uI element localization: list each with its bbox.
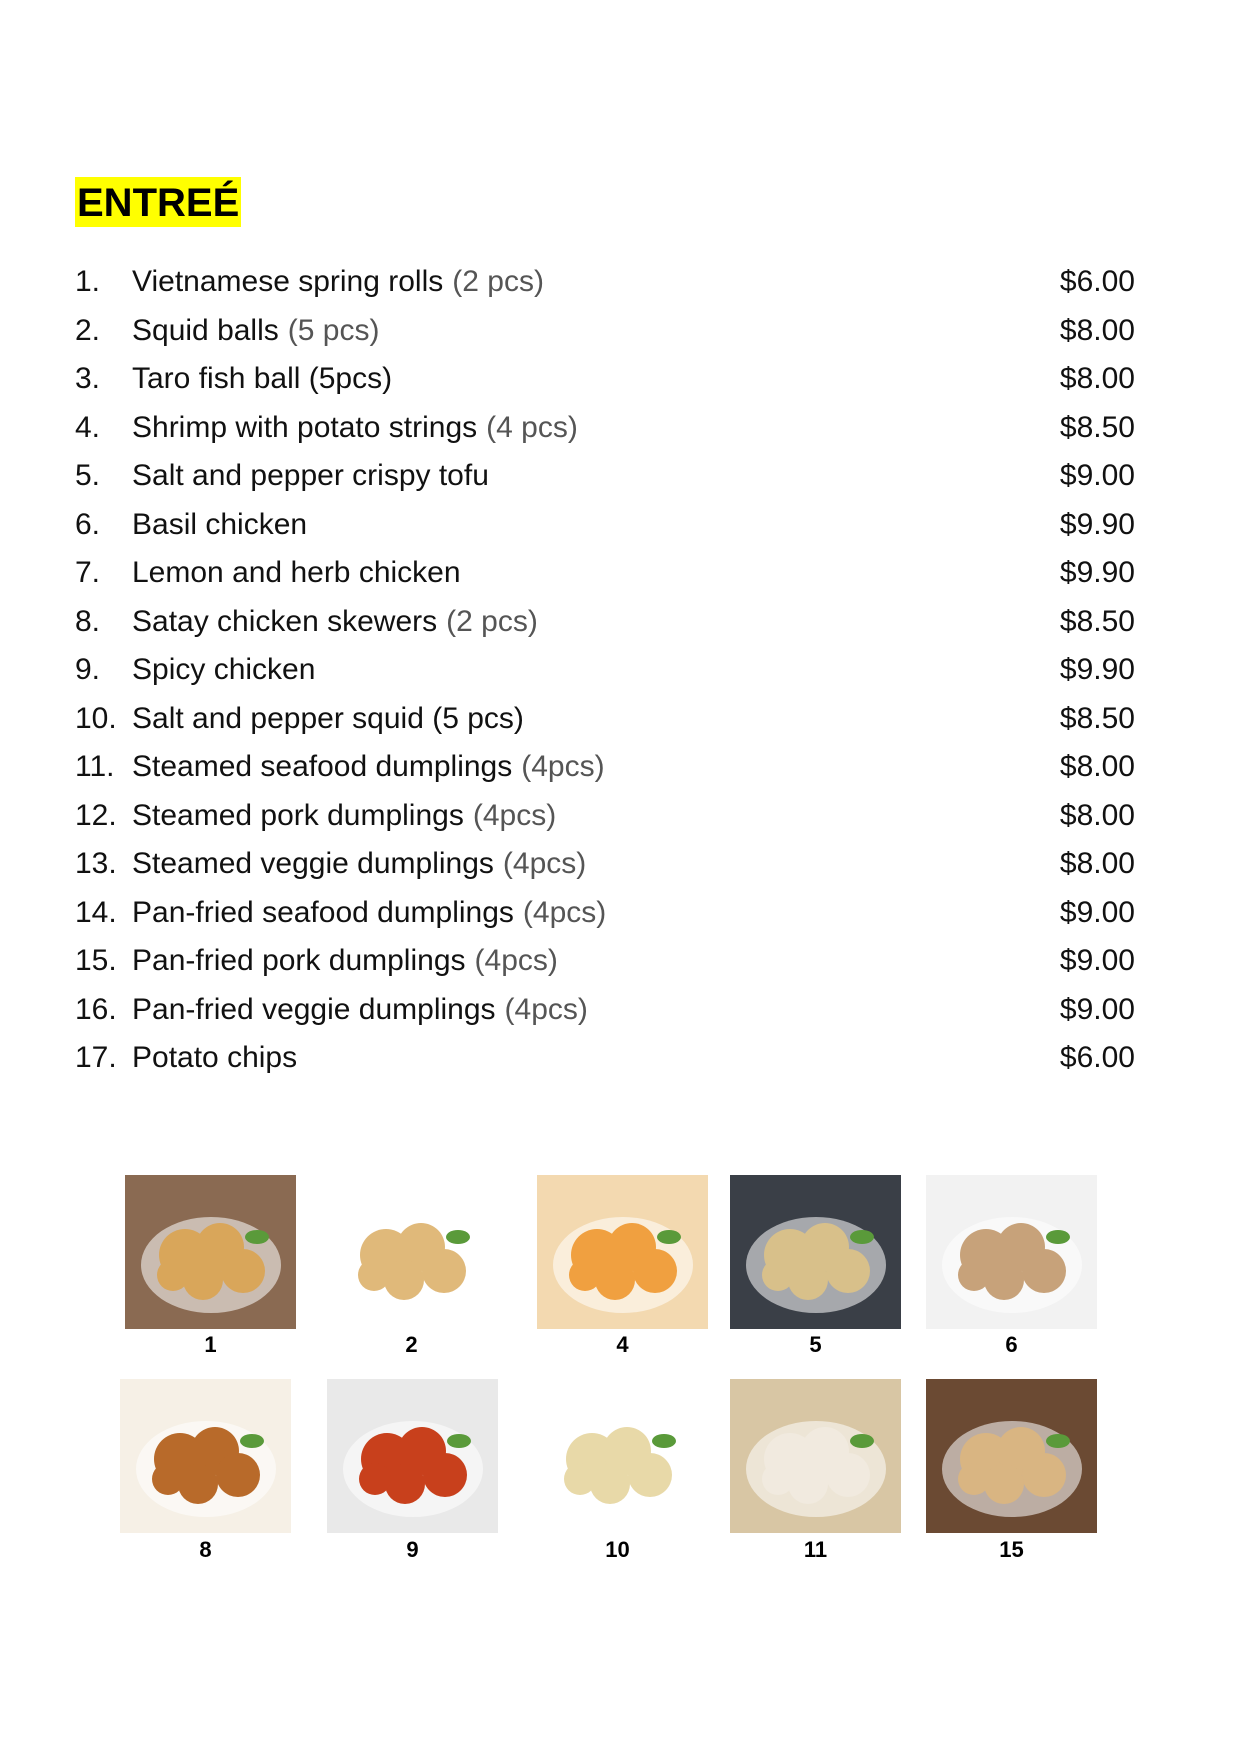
item-name: Satay chicken skewers (2 pcs) [132, 604, 538, 638]
item-price: $8.50 [1059, 604, 1135, 638]
item-price: $6.00 [1059, 265, 1135, 298]
item-price: $9.00 [1059, 992, 1135, 1026]
crispy-tofu-photo [730, 1175, 901, 1329]
pan-fried-dumplings-photo [926, 1379, 1097, 1533]
shrimp-photo [537, 1175, 708, 1329]
item-price: $9.00 [1059, 944, 1135, 977]
menu-item [75, 792, 1135, 841]
menu-item [75, 1034, 1135, 1083]
item-quantity: (4pcs) [504, 992, 588, 1026]
item-name: Pan-fried seafood dumplings (4pcs) [132, 895, 607, 929]
menu-item [75, 743, 1135, 792]
spring-rolls-photo [125, 1175, 296, 1329]
item-price: $8.50 [1059, 701, 1135, 735]
photo-caption: 5 [809, 1332, 822, 1357]
item-number: 3. [75, 362, 101, 395]
item-number: 13. [75, 847, 117, 880]
item-price: $9.90 [1059, 507, 1135, 541]
item-price: $9.00 [1059, 459, 1135, 492]
item-price: $9.00 [1059, 895, 1135, 929]
menu-list [75, 258, 1135, 1083]
item-number: 17. [75, 1041, 117, 1074]
item-price: $8.00 [1059, 362, 1135, 395]
item-name: Pan-fried veggie dumplings (4pcs) [132, 992, 588, 1026]
item-number: 6. [75, 507, 101, 541]
item-price: $8.00 [1059, 847, 1135, 880]
photo-caption: 4 [616, 1332, 629, 1357]
item-number: 16. [75, 992, 117, 1026]
item-name: Basil chicken [132, 507, 308, 541]
item-price: $8.00 [1059, 798, 1135, 832]
item-quantity: (4pcs) [522, 895, 607, 929]
item-name: Squid balls (5 pcs) [132, 313, 380, 347]
item-name: Vietnamese spring rolls (2 pcs) [132, 265, 544, 298]
menu-item [75, 258, 1135, 307]
item-name: Potato chips [132, 1041, 298, 1074]
spicy-chicken-photo [327, 1379, 498, 1533]
menu-item [75, 695, 1135, 744]
item-name: Shrimp with potato strings (4 pcs) [132, 410, 578, 444]
item-price: $8.00 [1059, 313, 1135, 347]
photo-caption: 6 [1005, 1332, 1018, 1357]
item-name: Lemon and herb chicken [132, 556, 461, 589]
photo-caption: 8 [199, 1537, 212, 1562]
menu-item [75, 889, 1135, 938]
item-number: 7. [75, 556, 101, 589]
item-price: $6.00 [1059, 1041, 1135, 1074]
item-price: $9.90 [1059, 653, 1135, 686]
item-number: 14. [75, 895, 117, 929]
item-quantity: (4pcs) [474, 944, 558, 977]
item-quantity: (4pcs) [502, 847, 587, 880]
item-quantity: (4pcs) [521, 750, 605, 783]
item-price: $8.00 [1059, 750, 1135, 783]
menu-item [75, 598, 1135, 647]
photo-caption: 1 [204, 1332, 217, 1357]
item-number: 9. [75, 653, 101, 686]
item-quantity: (2 pcs) [452, 265, 544, 298]
item-number: 10. [75, 701, 117, 735]
menu-item [75, 937, 1135, 986]
item-price: $9.90 [1059, 556, 1135, 589]
photo-caption: 9 [406, 1537, 419, 1562]
photo-caption: 10 [605, 1537, 630, 1562]
menu-item [75, 646, 1135, 695]
menu-item [75, 501, 1135, 550]
item-number: 2. [75, 313, 101, 347]
steamed-dumplings-photo [730, 1379, 901, 1533]
item-name: Steamed veggie dumplings (4pcs) [132, 847, 587, 880]
item-number: 8. [75, 604, 101, 638]
item-number: 15. [75, 944, 117, 977]
menu-item [75, 355, 1135, 404]
item-quantity: (5 pcs) [287, 313, 380, 347]
menu-item [75, 307, 1135, 356]
item-number: 5. [75, 459, 101, 492]
menu-item [75, 404, 1135, 453]
satay-skewers-photo [120, 1379, 291, 1533]
menu-item [75, 840, 1135, 889]
section-heading: ENTREÉ [75, 177, 241, 227]
menu-item [75, 452, 1135, 501]
squid-balls-photo [326, 1175, 497, 1329]
item-name: Pan-fried pork dumplings (4pcs) [132, 944, 558, 977]
item-number: 12. [75, 798, 117, 832]
item-price: $8.50 [1059, 410, 1135, 444]
item-number: 1. [75, 265, 101, 298]
menu-item [75, 986, 1135, 1035]
salt-pepper-squid-photo [532, 1379, 703, 1533]
item-number: 4. [75, 410, 101, 444]
item-name: Taro fish ball (5pcs) [132, 362, 393, 395]
item-name: Steamed pork dumplings (4pcs) [132, 798, 557, 832]
item-name: Steamed seafood dumplings (4pcs) [132, 750, 605, 783]
photo-caption: 15 [999, 1537, 1024, 1562]
item-quantity: (2 pcs) [446, 604, 538, 638]
menu-item [75, 549, 1135, 598]
item-quantity: (4 pcs) [486, 410, 578, 444]
basil-chicken-photo [926, 1175, 1097, 1329]
item-number: 11. [75, 750, 115, 783]
item-name: Spicy chicken [132, 653, 316, 686]
photo-caption: 2 [405, 1332, 418, 1357]
item-name: Salt and pepper squid (5 pcs) [132, 701, 524, 735]
item-quantity: (4pcs) [472, 798, 557, 832]
item-name: Salt and pepper crispy tofu [132, 459, 489, 492]
photo-caption: 11 [803, 1537, 828, 1562]
